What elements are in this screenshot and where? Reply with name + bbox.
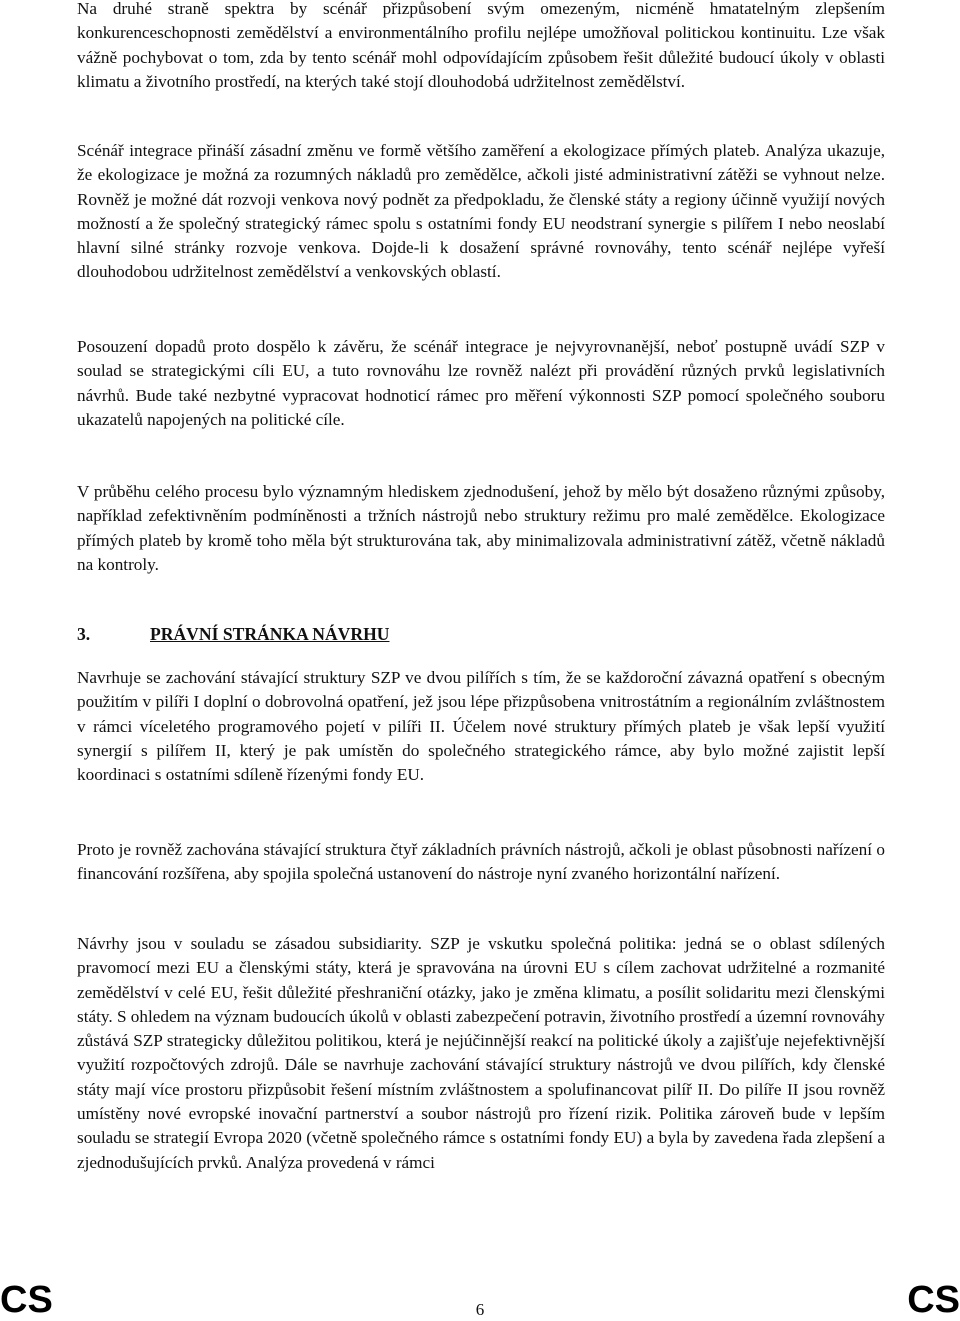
footer-language-right: CS — [907, 1279, 960, 1321]
page-number: 6 — [475, 1300, 485, 1319]
paragraph-4: V průběhu celého procesu bylo významným hlediskem zjednodušení, jehož by mělo být dosaženo různými způsoby, například zefektivněním podmíněnosti a tržních nástrojů nebo struktury režimu pro malé zemědělce. Ekologizace přímých plateb by kromě toho měla být strukturována tak, aby minimalizovala administrativní zátěž, včetně nákladů na kontroly. — [77, 482, 885, 574]
paragraph-2: Scénář integrace přináší zásadní změnu ve formě většího zaměření a ekologizace přímých plateb. Analýza ukazuje, že ekologizace je možná za rozumných nákladů pro zemědělce, ačkoli jisté administrativní zátěži se vyhnout nelze. Rovněž je možné dát rozvoji venkova nový podnět za předpokladu, že členské státy a regiony účinně využijí nových možností a že společný strategický rámec spolu s ostatními fondy EU neodstraní synergie s pilířem I nebo neoslabí hlavní silné stránky rozvoje venkova. Dojde-li k dosažení správné rovnováhy, tento scénář nejlépe vyřeší dlouhodobou udržitelnost zemědělství a venkovských oblastí. — [77, 141, 885, 282]
footer-language-left: CS — [0, 1279, 53, 1321]
section-heading — [77, 622, 389, 646]
section-title: PRÁVNÍ STRÁNKA NÁVRHU — [150, 624, 390, 644]
paragraph-5: Navrhuje se zachování stávající struktury SZP ve dvou pilířích s tím, že se každoroční závazná opatření s obecným použitím v pilíři I doplní o dobrovolná opatření, jež jsou lépe přizpůsobena vnitrostátním a regionálním zvláštnostem v rámci víceletého programového pojetí v pilíři II. Účelem nové struktury přímých plateb je však lepší využití synergií s pilířem II, který je pak umístěn do společného strategického rámce, aby bylo možné zajistit lepší koordinaci s ostatními sdíleně řízenými fondy EU. — [77, 668, 885, 785]
paragraph-6: Proto je rovněž zachována stávající struktura čtyř základních právních nástrojů, ačkoli je oblast působnosti nařízení o financování rozšířena, aby spojila společná ustanovení do nástroje nyní zvaného horizontální nařízení. — [77, 840, 885, 884]
section-number: 3. — [77, 624, 91, 644]
paragraph-7: Návrhy jsou v souladu se zásadou subsidiarity. SZP je vskutku společná politika: jedná se o oblast sdílených pravomocí mezi EU a členskými státy, která je spravována na úrovni EU s cílem zachovat udržitelné a rozmanité zemědělství v celé EU, řešit důležité přeshraniční otázky, jako je změna klimatu, a posílit solidaritu mezi členskými státy. S ohledem na význam budoucích úkolů v oblasti zabezpečení potravin, životního prostředí a územní rovnováhy zůstává SZP strategicky důležitou politikou, která je nejúčinnější reakcí na politické úkoly a zajišťuje nejefektivnější využití rozpočtových zdrojů. Dále se navrhuje zachování stávající struktury nástrojů ve dvou pilířích, kdy členské státy mají více prostoru přizpůsobit řešení místním zvláštnostem a spolufinancovat pilíř II. Do pilíře II jsou rovněž umístěny nové evropské inovační partnerství a soubor nástrojů pro řízení rizik. Politika zároveň bude v lepším souladu se strategií Evropa 2020 (včetně společného rámce s ostatními fondy EU) a byla by zavedena řada zlepšení a zjednodušujících prvků. Analýza provedená v rámci — [77, 934, 885, 1172]
paragraph-1: Na druhé straně spektra by scénář přizpůsobení svým omezeným, nicméně hmatatelným zlepšením konkurenceschopnosti zemědělství a environmentálního profilu nejlépe umožňoval politickou kontinuitu. Lze však vážně pochybovat o tom, zda by tento scénář mohl odpovídajícím způsobem řešit důležité budoucí úkoly v oblasti klimatu a životního prostředí, na kterých také stojí dlouhodobá udržitelnost zemědělství. — [77, 0, 885, 91]
paragraph-3: Posouzení dopadů proto dospělo k závěru, že scénář integrace je nejvyrovnanější, neboť postupně uvádí SZP v soulad se strategickými cíli EU, a tuto rovnováhu lze rovněž nalézt při provádění různých prvků legislativních návrhů. Bude také nezbytné vypracovat hodnoticí rámec pro měření výkonnosti SZP pomocí společného souboru ukazatelů napojených na politické cíle. — [77, 337, 885, 429]
